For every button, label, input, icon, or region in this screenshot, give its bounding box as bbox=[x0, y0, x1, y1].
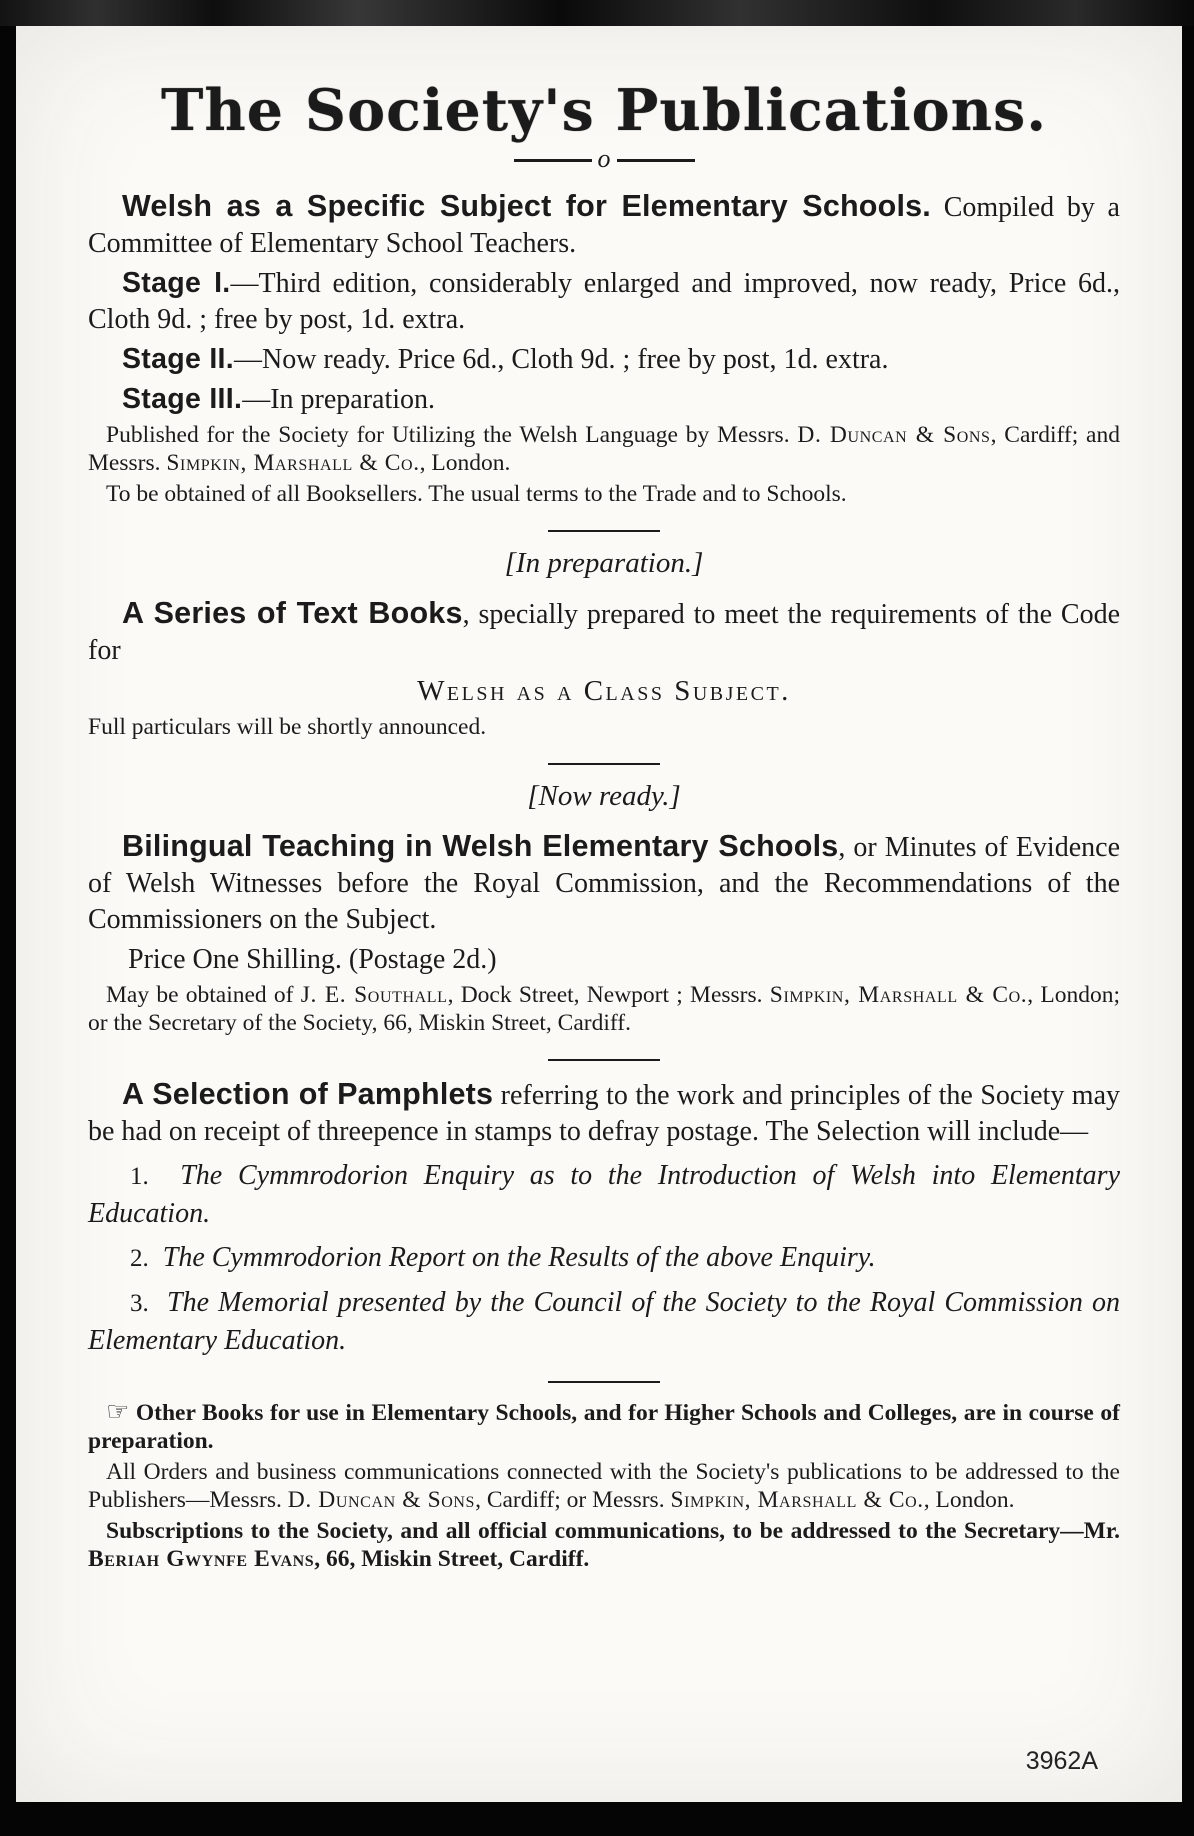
page bbox=[16, 26, 1182, 1802]
subscriptions-text: , 66, Miskin Street, Cardiff. bbox=[314, 1545, 590, 1572]
publisher-note-text: , Cardiff; and Messrs. bbox=[88, 421, 1120, 476]
publisher-name-simpkin: Simpkin, Marshall & Co. bbox=[670, 1486, 924, 1513]
orders-text: All Orders and business communications connected with the Society's publications to be addressed to the Publishers—Messrs. bbox=[88, 1458, 1120, 1513]
text-books-subtitle: , specially prepared to meet the requirements of the Code for bbox=[88, 598, 1120, 666]
publisher-note bbox=[88, 421, 1120, 477]
orders-text: , London. bbox=[923, 1486, 1015, 1513]
item-number: 3. bbox=[130, 1289, 149, 1317]
publisher-note-text: Published for the Society for Utilizing the Welsh Language by Messrs. bbox=[106, 421, 798, 448]
item-title: The Cymmrodorion Enquiry as to the Introduction of Welsh into Elementary Education. bbox=[88, 1159, 1121, 1229]
pamphlet-item-3 bbox=[88, 1284, 1120, 1359]
stage-3-label: Stage III. bbox=[122, 382, 243, 415]
divider-ornament: o bbox=[597, 143, 611, 173]
section-divider bbox=[548, 1381, 660, 1383]
welsh-subject-subtitle: Compiled by a Committee of Elementary School Teachers. bbox=[88, 191, 1120, 259]
booksellers-note: To be obtained of all Booksellers. The usual terms to the Trade and to Schools. bbox=[106, 480, 847, 507]
stage-3-text: —In preparation. bbox=[242, 383, 436, 415]
section-divider bbox=[548, 763, 660, 765]
stage-1-label: Stage I. bbox=[122, 266, 231, 299]
publisher-name-duncan: D. Duncan & Sons bbox=[287, 1486, 476, 1513]
publisher-name-duncan: D. Duncan & Sons bbox=[797, 421, 991, 448]
text-books-heading bbox=[88, 595, 1120, 669]
secretary-name: Beriah Gwynfe Evans bbox=[88, 1545, 315, 1572]
item-number: 1. bbox=[130, 1162, 149, 1190]
divider-line bbox=[617, 159, 695, 162]
work-title-welsh-subject: Welsh as a Specific Subject for Elementary Schools. bbox=[122, 188, 931, 223]
stage-2-line bbox=[88, 341, 1120, 378]
bilingual-obtain-note bbox=[88, 981, 1120, 1037]
item-number: 2. bbox=[130, 1244, 149, 1272]
stage-1-text: —Third edition, considerably enlarged and improved, now ready, Price 6d., Cloth 9d. ; free by post, 1d. extra. bbox=[88, 267, 1120, 335]
bilingual-heading bbox=[88, 828, 1120, 938]
page-title: The Society's Publications. bbox=[160, 77, 1048, 144]
seller-name-simpkin: Simpkin, Marshall & Co. bbox=[769, 981, 1028, 1008]
subscriptions-note bbox=[88, 1517, 1120, 1573]
stage-3-line bbox=[88, 381, 1120, 418]
in-preparation-label: [In preparation.] bbox=[504, 546, 704, 579]
price-line: Price One Shilling. (Postage 2d.) bbox=[128, 943, 497, 975]
stage-2-text: —Now ready. Price 6d., Cloth 9d. ; free by post, 1d. extra. bbox=[233, 343, 889, 375]
orders-note bbox=[88, 1458, 1120, 1514]
section-divider bbox=[548, 530, 660, 532]
item-title: The Cymmrodorion Report on the Results of the above Enquiry. bbox=[162, 1241, 876, 1273]
title-divider bbox=[88, 143, 1120, 174]
pointing-hand-icon: ☞ bbox=[106, 1396, 130, 1427]
scan-edge-noise bbox=[0, 0, 1194, 26]
print-code: 3962A bbox=[1025, 1747, 1098, 1775]
welsh-subject-heading bbox=[88, 188, 1120, 262]
work-title-pamphlets: A Selection of Pamphlets bbox=[122, 1076, 494, 1111]
other-books-note bbox=[88, 1398, 1120, 1455]
subscriptions-text: Subscriptions to the Society, and all official communications, to be addressed to the Secretary—Mr. bbox=[106, 1517, 1120, 1544]
orders-text: , Cardiff; or Messrs. bbox=[475, 1486, 671, 1513]
class-subject-line: Welsh as a Class Subject. bbox=[417, 674, 791, 707]
pamphlets-subtitle: referring to the work and principles of the Society may be had on receipt of threepence in stamps to defray postage. The Selection will include— bbox=[88, 1079, 1121, 1147]
stage-1-line bbox=[88, 265, 1120, 338]
work-title-text-books: A Series of Text Books bbox=[122, 595, 463, 630]
now-ready-label: [Now ready.] bbox=[527, 779, 681, 812]
pamphlet-item-2 bbox=[88, 1239, 1120, 1277]
seller-name-southall: J. E. Southall bbox=[300, 981, 448, 1008]
obtain-note-text: , London; or the Secretary of the Society, 66, Miskin Street, Cardiff. bbox=[88, 981, 1121, 1036]
publisher-name-simpkin: Simpkin, Marshall & Co. bbox=[166, 449, 420, 476]
particulars-note: Full particulars will be shortly announced. bbox=[88, 713, 487, 740]
publisher-note-text: , London. bbox=[419, 449, 511, 476]
item-title: The Memorial presented by the Council of the Society to the Royal Commission on Elementary Education. bbox=[88, 1286, 1120, 1356]
work-title-bilingual: Bilingual Teaching in Welsh Elementary Schools bbox=[122, 828, 839, 863]
pamphlet-item-1 bbox=[88, 1157, 1120, 1232]
other-books-text: Other Books for use in Elementary Schools, and for Higher Schools and Colleges, are in course of preparation. bbox=[88, 1399, 1120, 1454]
obtain-note-text: , Dock Street, Newport ; Messrs. bbox=[447, 981, 770, 1008]
bilingual-subtitle: , or Minutes of Evidence of Welsh Witnesses before the Royal Commission, and the Recommendations of the Commissioners on the Subject. bbox=[88, 831, 1120, 935]
pamphlets-heading bbox=[88, 1076, 1120, 1150]
stage-2-label: Stage II. bbox=[122, 342, 234, 375]
obtain-note-text: May be obtained of bbox=[106, 981, 301, 1008]
divider-line bbox=[514, 159, 592, 162]
section-divider bbox=[548, 1059, 660, 1061]
